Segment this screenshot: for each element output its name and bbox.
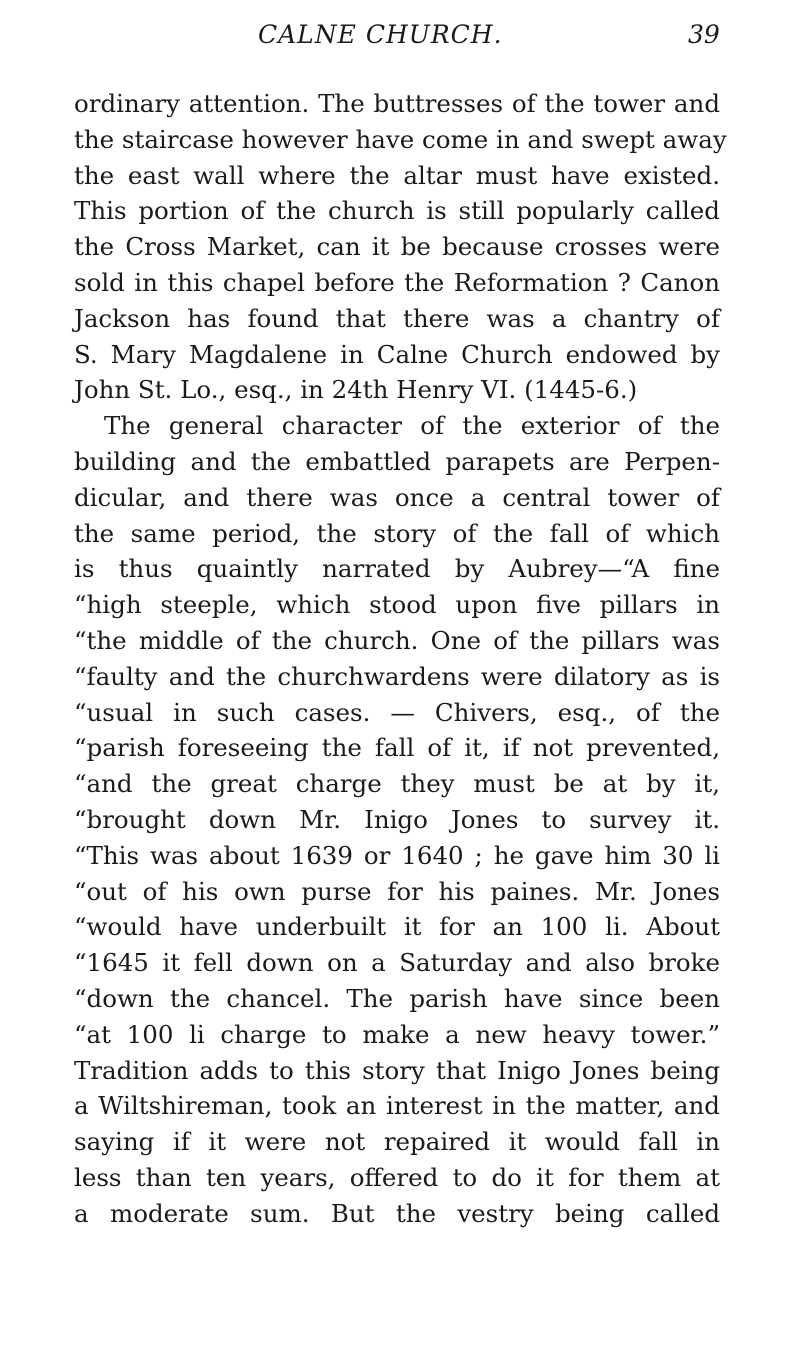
text-line: “down the chancel. The parish have since been xyxy=(74,983,720,1013)
text-line: John St. Lo., esq., in 24th Henry VI. (1445-6.) xyxy=(74,375,638,405)
text-line: “and the great charge they must be at by it, xyxy=(74,769,720,799)
text-line: “out of his own purse for his paines. Mr. Jones xyxy=(74,876,720,906)
text-line: “usual in such cases. — Chivers, esq., of the xyxy=(74,697,720,727)
text-line: “high steeple, which stood upon five pillars in xyxy=(74,590,720,620)
text-line: Jackson has found that there was a chantry of xyxy=(74,303,720,333)
text-line: Tradition adds to this story that Inigo Jones being xyxy=(74,1055,720,1085)
text-line: “This was about 1639 or 1640 ; he gave him 30 li xyxy=(74,840,720,870)
text-line: a moderate sum. But the vestry being called xyxy=(74,1198,720,1228)
text-line: “faulty and the churchwardens were dilatory as is xyxy=(74,661,720,691)
running-title: CALNE CHURCH. xyxy=(258,20,503,49)
text-line: is thus quaintly narrated by Aubrey—“A fine xyxy=(74,554,720,584)
text-line: dicular, and there was once a central tower of xyxy=(74,482,720,512)
text-line: the same period, the story of the fall of which xyxy=(74,518,720,548)
text-line: the Cross Market, can it be because crosses were xyxy=(74,232,720,262)
text-line: the east wall where the altar must have existed. xyxy=(74,160,720,190)
text-line: “would have underbuilt it for an 100 li. About xyxy=(74,912,720,942)
text-line: building and the embattled parapets are Perpen- xyxy=(74,446,720,476)
text-line: This portion of the church is still popularly called xyxy=(74,196,720,226)
text-line: sold in this chapel before the Reformation ? Canon xyxy=(74,267,720,297)
text-line: less than ten years, offered to do it for them at xyxy=(74,1162,720,1192)
text-line: a Wiltshireman, took an interest in the matter, and xyxy=(74,1091,720,1121)
text-line: “at 100 li charge to make a new heavy tower.” xyxy=(74,1019,720,1049)
text-line: “the middle of the church. One of the pillars was xyxy=(74,625,720,655)
text-line: “parish foreseeing the fall of it, if not prevented, xyxy=(74,733,720,763)
text-line: ordinary attention. The buttresses of the tower and xyxy=(74,89,720,118)
text-line: “1645 it fell down on a Saturday and also broke xyxy=(74,948,720,978)
text-line: “brought down Mr. Inigo Jones to survey it. xyxy=(74,804,720,834)
text-line: The general character of the exterior of the xyxy=(104,411,720,441)
text-line: the staircase however have come in and swept away xyxy=(74,124,727,154)
body-text xyxy=(74,86,727,1232)
text-line: S. Mary Magdalene in Calne Church endowed by xyxy=(74,339,720,369)
page-number: 39 xyxy=(688,20,720,49)
text-line: saying if it were not repaired it would fall in xyxy=(74,1127,720,1157)
